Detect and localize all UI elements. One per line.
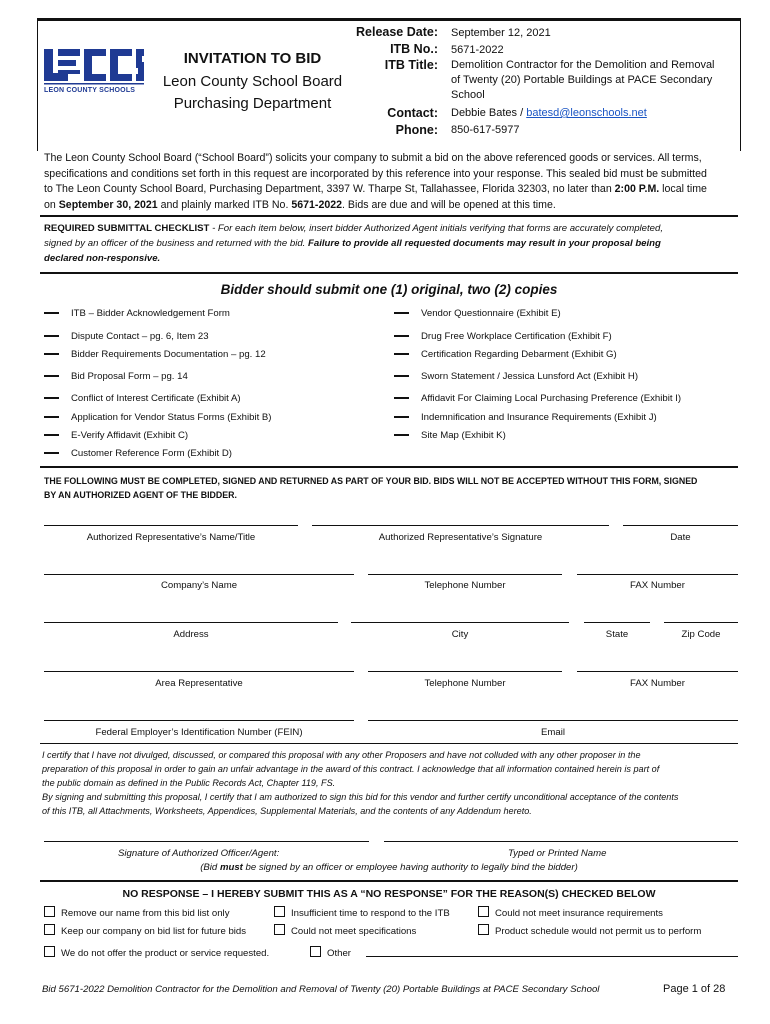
area-rep-line[interactable] — [44, 671, 354, 672]
no-response-option[interactable]: Product schedule would not permit us to perform — [478, 924, 701, 937]
footer-doc-title: Bid 5671-2022 Demolition Contractor for the Demolition and Removal of Twenty (20) Portable Buildings at PACE Secondary School — [42, 984, 600, 995]
logo-caption: LEON COUNTY SCHOOLS — [44, 87, 136, 94]
divider — [40, 880, 738, 882]
officer-signature-label: Signature of Authorized Officer/Agent: — [118, 848, 280, 859]
no-response-option[interactable]: Insufficient time to respond to the ITB — [274, 906, 450, 919]
area-rep-label: Area Representative — [155, 678, 243, 689]
itb-no-label: ITB No.: — [390, 42, 438, 56]
checklist-item[interactable]: Sworn Statement / Jessica Lunsford Act (Exhibit H) — [394, 371, 638, 382]
warning-text: THE FOLLOWING MUST BE COMPLETED, SIGNED AND RETURNED AS PART OF YOUR BID. BIDS WILL NOT BE ACCEPTED WITHOUT THIS FORM, SIGNED BY AN AUTHORIZED AGENT OF THE BIDDER. — [44, 476, 698, 500]
telephone2-line[interactable] — [368, 671, 562, 672]
checklist-item[interactable]: E-Verify Affidavit (Exhibit C) — [44, 430, 188, 441]
fax-label: FAX Number — [630, 580, 685, 591]
checkbox[interactable] — [274, 906, 285, 917]
checkbox[interactable] — [478, 906, 489, 917]
itb-title-line1: Demolition Contractor for the Demolition and Removal — [451, 59, 715, 71]
fax2-label: FAX Number — [630, 678, 685, 689]
intro-line: on September 30, 2021 and plainly marked ITB No. 5671-2022. Bids are due and will be opened at this time. — [44, 198, 556, 211]
no-response-option[interactable]: Remove our name from this bid list only — [44, 906, 230, 919]
rep-signature-line[interactable] — [312, 525, 609, 526]
telephone-line[interactable] — [368, 574, 562, 575]
officer-note: (Bid must be signed by an officer or employee having authority to legally bind the bidder) — [200, 862, 578, 873]
checklist-item[interactable]: ITB – Bidder Acknowledgement Form — [44, 308, 230, 319]
release-date-label: Release Date: — [356, 25, 438, 39]
divider — [40, 215, 738, 217]
company-line[interactable] — [44, 574, 354, 575]
other-reason-line[interactable] — [366, 956, 738, 957]
fein-label: Federal Employer’s Identification Number (FEIN) — [95, 727, 303, 738]
telephone2-label: Telephone Number — [424, 678, 506, 689]
checklist-item[interactable]: Bidder Requirements Documentation – pg. 12 — [44, 349, 266, 360]
fein-line[interactable] — [44, 720, 354, 721]
release-date-value: September 12, 2021 — [451, 27, 551, 39]
checkbox[interactable] — [44, 924, 55, 935]
checkbox[interactable] — [44, 946, 55, 957]
fax2-line[interactable] — [577, 671, 738, 672]
no-response-option[interactable]: Keep our company on bid list for future bids — [44, 924, 246, 937]
email-label: Email — [541, 727, 565, 738]
intro-paragraph — [44, 151, 736, 213]
contact-email-link[interactable]: batesd@leonschools.net — [526, 107, 647, 119]
checklist-item[interactable]: Affidavit For Claiming Local Purchasing Preference (Exhibit I) — [394, 393, 681, 404]
checkbox[interactable] — [274, 924, 285, 935]
checklist-item[interactable]: Customer Reference Form (Exhibit D) — [44, 448, 232, 459]
checklist-item[interactable]: Indemnification and Insurance Requirements (Exhibit J) — [394, 412, 657, 423]
intro-line: to The Leon County School Board, Purchasing Department, 3397 W. Tharpe St, Tallahassee, Florida 32303, no later than 2:00 P.M. local time — [44, 183, 707, 195]
checkbox[interactable] — [310, 946, 321, 957]
dept-name: Purchasing Department — [173, 95, 332, 112]
contact-label: Contact: — [387, 106, 438, 120]
email-line[interactable] — [368, 720, 738, 721]
officer-signature-line[interactable] — [44, 841, 369, 842]
phone-value: 850-617-5977 — [451, 124, 520, 136]
checklist-item[interactable]: Vendor Questionnaire (Exhibit E) — [394, 308, 561, 319]
itb-title-line3: School — [451, 89, 485, 101]
checkbox[interactable] — [44, 906, 55, 917]
certification-text: I certify that I have not divulged, discussed, or compared this proposal with any other Proposers and have not colluded with any other proposer in the preparation of this proposal in order to gain an unfair advantage in the award of this contract. I acknowledge that all information contained herein is part of the public domain as defined in the Public Records Act, Chapter 119, FS. By signing and submitting this proposal, I certify that I am authorized to sign this bid for this vendor and further certify unconditional acceptance of the contents of this ITB, all Attachments, Worksheets, Appendices, Supplemental Materials, and the contents of any Addendum hereto. — [42, 750, 679, 816]
state-label: State — [605, 629, 629, 640]
no-response-option[interactable]: Could not meet insurance requirements — [478, 906, 663, 919]
no-response-option[interactable]: Other — [310, 946, 351, 959]
checklist-item[interactable]: Application for Vendor Status Forms (Exhibit B) — [44, 412, 272, 423]
checklist-item[interactable]: Site Map (Exhibit K) — [394, 430, 506, 441]
contact-value — [451, 106, 647, 121]
checklist-item[interactable]: Bid Proposal Form – pg. 14 — [44, 371, 188, 382]
divider — [40, 466, 738, 468]
divider — [40, 272, 738, 274]
page-number: Page 1 of 28 — [663, 983, 726, 995]
intro-line: specifications and conditions set forth in this request are incorporated by this reference into your response. This sealed bid must be submitted — [44, 167, 707, 180]
checklist-item[interactable]: Certification Regarding Debarment (Exhibit G) — [394, 349, 617, 360]
city-label: City — [451, 629, 469, 640]
zip-label: Zip Code — [681, 629, 721, 640]
itb-no-value: 5671-2022 — [451, 44, 504, 56]
checklist-note: REQUIRED SUBMITTAL CHECKLIST - For each item below, insert bidder Authorized Agent initials verifying that forms are accurately completed, signed by an officer of the business and returned with the bid. Failure to provide all requested documents may result in your proposal being declared non-responsive. — [44, 223, 664, 264]
date-label: Date — [670, 532, 691, 543]
fax-line[interactable] — [577, 574, 738, 575]
typed-name-line[interactable] — [384, 841, 738, 842]
intro-line: The Leon County School Board (“School Board”) solicits your company to submit a bid on the above referenced goods or services. All terms, — [44, 152, 702, 164]
state-line[interactable] — [584, 622, 650, 623]
telephone-label: Telephone Number — [424, 580, 506, 591]
address-line[interactable] — [44, 622, 338, 623]
no-response-option[interactable]: Could not meet specifications — [274, 924, 416, 937]
rep-signature-label: Authorized Representative’s Signature — [378, 532, 543, 543]
contact-name: Debbie Bates / — [451, 107, 527, 119]
zip-line[interactable] — [664, 622, 738, 623]
checkbox[interactable] — [478, 924, 489, 935]
checklist-item[interactable]: Conflict of Interest Certificate (Exhibit A) — [44, 393, 241, 404]
address-label: Address — [173, 629, 209, 640]
date-line[interactable] — [623, 525, 738, 526]
org-name: Leon County School Board — [162, 73, 343, 90]
phone-label: Phone: — [395, 123, 438, 137]
checklist-item[interactable]: Dispute Contact – pg. 6, Item 23 — [44, 331, 209, 342]
city-line[interactable] — [351, 622, 569, 623]
invitation-title: INVITATION TO BID — [183, 50, 322, 67]
company-label: Company’s Name — [160, 580, 238, 591]
copies-title: Bidder should submit one (1) original, two (2) copies — [220, 282, 558, 297]
itb-title-line2: of Twenty (20) Portable Buildings at PACE Secondary — [451, 74, 713, 86]
typed-name-label: Typed or Printed Name — [508, 848, 607, 859]
no-response-title: NO RESPONSE – I HEREBY SUBMIT THIS AS A “NO RESPONSE” FOR THE REASON(S) CHECKED BELOW — [122, 888, 656, 900]
no-response-option[interactable]: We do not offer the product or service requested. — [44, 946, 269, 959]
rep-name-line[interactable] — [44, 525, 298, 526]
divider — [40, 743, 738, 744]
checklist-item[interactable]: Drug Free Workplace Certification (Exhibit F) — [394, 331, 612, 342]
itb-title-label: ITB Title: — [384, 58, 438, 72]
rep-name-label: Authorized Representative’s Name/Title — [86, 532, 256, 543]
